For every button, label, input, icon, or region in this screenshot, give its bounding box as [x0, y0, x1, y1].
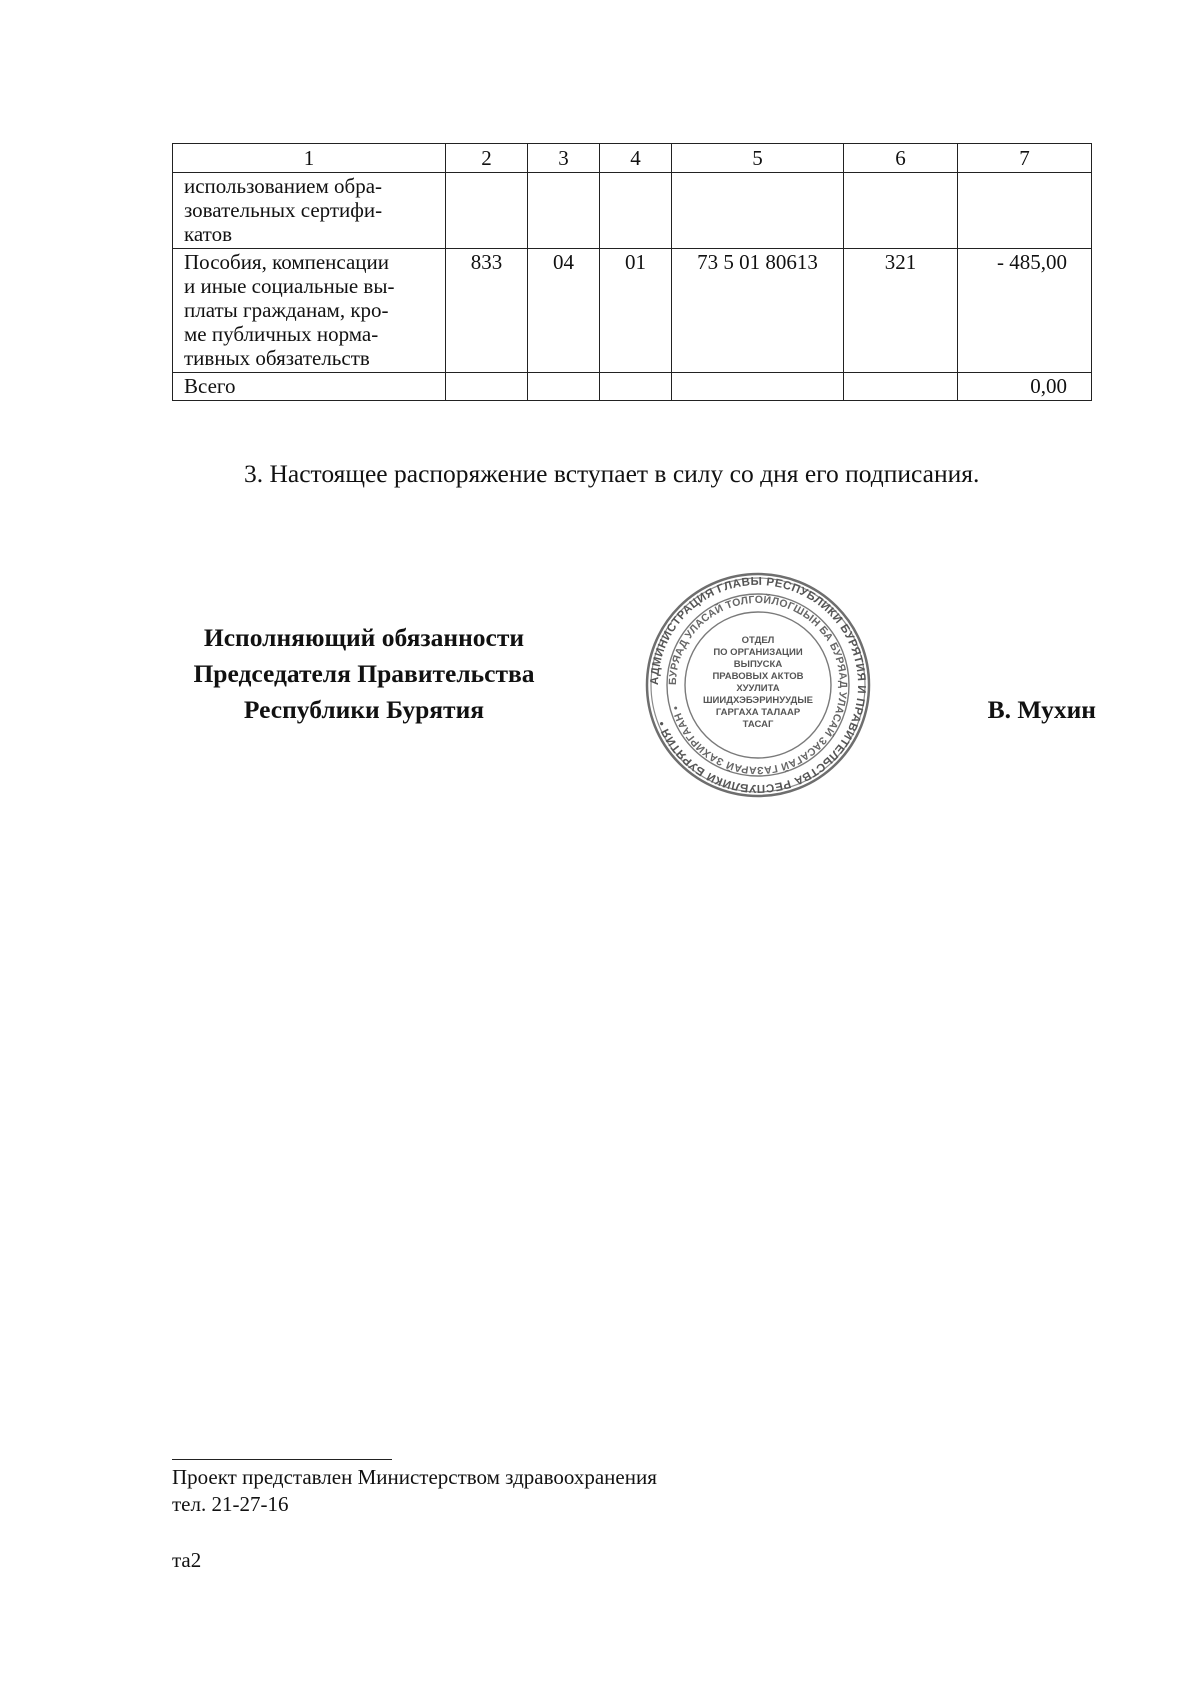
signer-position-line: Республики Бурятия [243, 695, 485, 724]
table-header-cell: 6 [844, 144, 958, 173]
document-code: та2 [172, 1548, 202, 1572]
phone-line: тел. 21-27-16 [172, 1492, 289, 1516]
table-cell: 833 [446, 249, 528, 373]
seal-center-line: ТАСАГ [742, 719, 774, 730]
table-cell [672, 173, 844, 249]
seal-center-line: ПРАВОВЫХ АКТОВ [712, 671, 804, 682]
description-line: ме публичных норма- [184, 322, 379, 346]
table-cell [844, 373, 958, 401]
seal-center-line: ХУУЛИТА [736, 683, 780, 694]
seal-outer-text: АДМИНИСТРАЦИЯ ГЛАВЫ РЕСПУБЛИКИ БУРЯТИЯ И ПРАВИТЕЛЬСТВА РЕСПУБЛИКИ БУРЯТИЯ • [648, 575, 868, 795]
table-row-total [173, 373, 1092, 401]
table-cell: 04 [528, 249, 600, 373]
signer-position [168, 620, 560, 728]
description-line: платы гражданам, кро- [184, 298, 389, 322]
seal-center-line: ПО ОРГАНИЗАЦИИ [713, 647, 803, 658]
row-description [173, 173, 446, 249]
table-cell [600, 173, 672, 249]
table-header-cell: 3 [528, 144, 600, 173]
table-header-cell: 1 [173, 144, 446, 173]
table-cell [446, 373, 528, 401]
seal-center-line: ВЫПУСКА [733, 659, 783, 670]
row-description [173, 373, 446, 401]
table-cell [446, 173, 528, 249]
table-header-cell: 4 [600, 144, 672, 173]
description-line: Пособия, компенсации [184, 250, 390, 274]
seal-center-line: ОТДЕЛ [741, 635, 775, 646]
table-cell: 0,00 [958, 373, 1092, 401]
description-line: Всего [184, 374, 236, 398]
table-row [173, 249, 1092, 373]
seal-center-line: ГАРГАХА ТАЛААР [715, 707, 801, 718]
table-header-cell: 5 [672, 144, 844, 173]
table-cell: 01 [600, 249, 672, 373]
official-seal [642, 572, 874, 798]
table-cell [958, 173, 1092, 249]
row-description [173, 249, 446, 373]
project-note [172, 1464, 657, 1518]
seal-inner-text: БУРЯАД УЛАСАЙ ТОЛГОЙЛОГШЫН БА БУРЯАД УЛАСАЙ ЗАСАГАЙ ГАЗАРАЙ ЗАХИРГААН • [666, 593, 850, 777]
table-header-cell: 2 [446, 144, 528, 173]
description-line: и иные социальные вы- [184, 274, 395, 298]
table-header-cell: 7 [958, 144, 1092, 173]
table-header-row [173, 144, 1092, 173]
signer-position-line: Исполняющий обязанности [203, 623, 525, 652]
table-cell [528, 373, 600, 401]
description-line: тивных обязательств [184, 346, 370, 370]
budget-table [172, 143, 1092, 401]
description-line: катов [184, 222, 232, 246]
description-line: использованием обра- [184, 174, 383, 198]
table-cell: - 485,00 [958, 249, 1092, 373]
project-note-line: Проект представлен Министерством здравоохранения [172, 1465, 657, 1489]
description-line: зовательных сертифи- [184, 198, 383, 222]
table-cell: 73 5 01 80613 [672, 249, 844, 373]
table-cell [672, 373, 844, 401]
table-cell [844, 173, 958, 249]
footnote-divider [172, 1459, 392, 1460]
table-row [173, 173, 1092, 249]
signer-position-line: Председателя Правительства [193, 659, 535, 688]
effective-date-paragraph: 3. Настоящее распоряжение вступает в силу со дня его подписания. [244, 459, 980, 488]
signer-name: В. Мухин [987, 695, 1096, 724]
seal-center-line: ШИИДХЭБЭРИНУУДЫЕ [703, 695, 813, 706]
table-cell [528, 173, 600, 249]
table-cell: 321 [844, 249, 958, 373]
table-cell [600, 373, 672, 401]
